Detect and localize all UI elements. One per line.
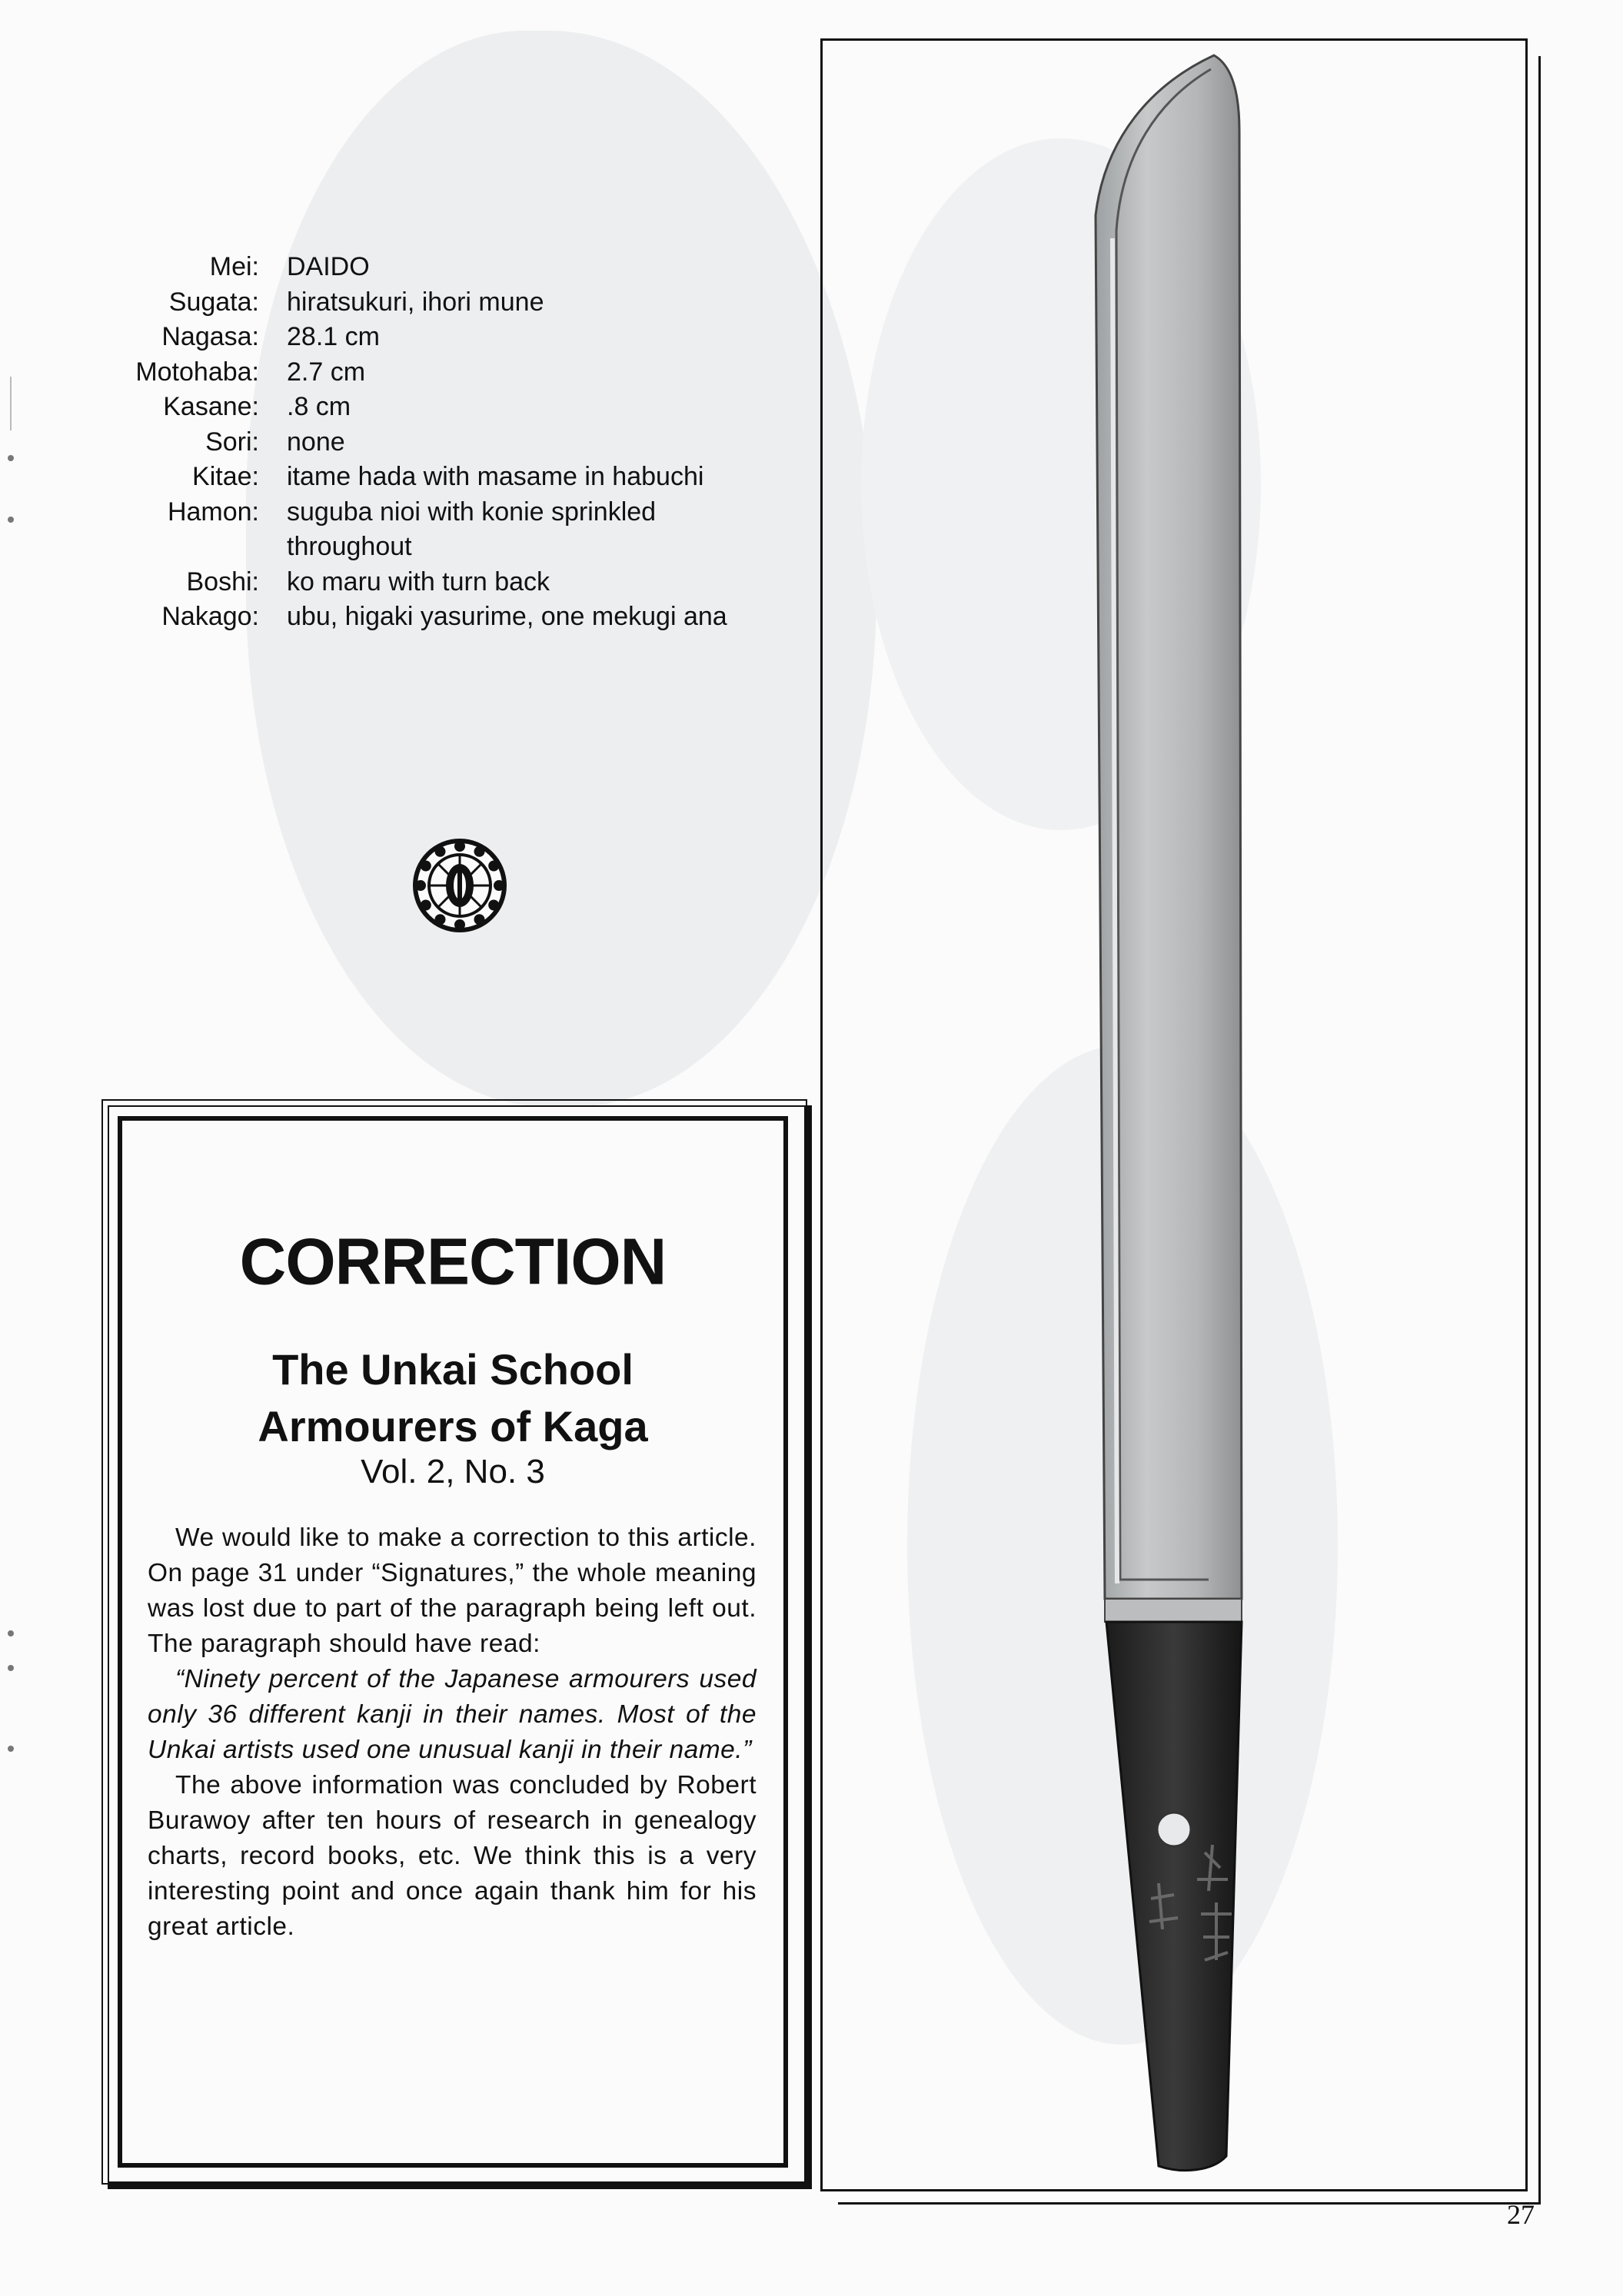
correction-paragraph: The above information was concluded by Robert Burawoy after ten hours of research in genealogy charts, record books, etc. We think this is a very interesting point and once again thank him for his great article. <box>148 1771 757 1941</box>
spec-row-sugata <box>108 285 800 321</box>
spec-row-nagasa <box>108 320 800 355</box>
spec-value: 2.7 cm <box>287 357 366 387</box>
spec-value: suguba nioi with konie sprinkled throughout <box>287 497 657 561</box>
spec-key: Mei: <box>209 252 259 281</box>
spec-key: Boshi: <box>186 567 259 596</box>
page-number: 27 <box>1507 2199 1535 2230</box>
spec-key: Sugata: <box>168 287 259 317</box>
spec-row-kitae <box>108 460 800 495</box>
spec-value: hiratsukuri, ihori mune <box>287 287 544 317</box>
spec-value: ubu, higaki yasurime, one mekugi ana <box>287 602 727 631</box>
spec-key: Kitae: <box>192 462 259 491</box>
correction-body <box>148 1520 757 1945</box>
spec-row-nakago <box>108 600 800 635</box>
spec-value: DAIDO <box>287 252 370 281</box>
spec-value: ko maru with turn back <box>287 567 550 596</box>
sword-photo <box>820 38 1528 2191</box>
correction-paragraph: We would like to make a correction to this article. On page 31 under “Signatures,” the whole meaning was lost due to part of the paragraph being left out. The paragraph should have read: <box>148 1523 757 1658</box>
spec-value: itame hada with masame in habuchi <box>287 462 704 491</box>
spec-value: 28.1 cm <box>287 322 380 351</box>
article-title <box>118 1341 788 1455</box>
spec-row-sori <box>108 425 800 460</box>
mon-crest-icon <box>410 836 510 935</box>
spec-key: Motohaba: <box>135 357 259 387</box>
correction-quote: “Ninety percent of the Japanese armourers used only 36 different kanji in their names. Most of the Unkai artists used one unusual kanji in their name.” <box>148 1665 757 1764</box>
spec-key: Nakago: <box>161 602 259 631</box>
spec-row-boshi <box>108 565 800 600</box>
spec-row-mei <box>108 250 800 285</box>
spec-value: none <box>287 427 345 457</box>
spec-row-motohaba <box>108 355 800 390</box>
binding-marks <box>0 0 23 2296</box>
spec-key: Hamon: <box>167 497 259 527</box>
spec-key: Sori: <box>205 427 259 457</box>
article-title-line2: Armourers of Kaga <box>258 1402 648 1450</box>
correction-heading: CORRECTION <box>239 1224 667 1298</box>
volume-number: Vol. 2, No. 3 <box>361 1453 545 1490</box>
spec-key: Kasane: <box>163 392 259 421</box>
spec-value: .8 cm <box>287 392 351 421</box>
spec-row-hamon <box>108 495 800 565</box>
blade-specifications <box>108 250 800 635</box>
article-title-line1: The Unkai School <box>272 1345 634 1394</box>
spec-row-kasane <box>108 390 800 425</box>
spec-key: Nagasa: <box>161 322 259 351</box>
